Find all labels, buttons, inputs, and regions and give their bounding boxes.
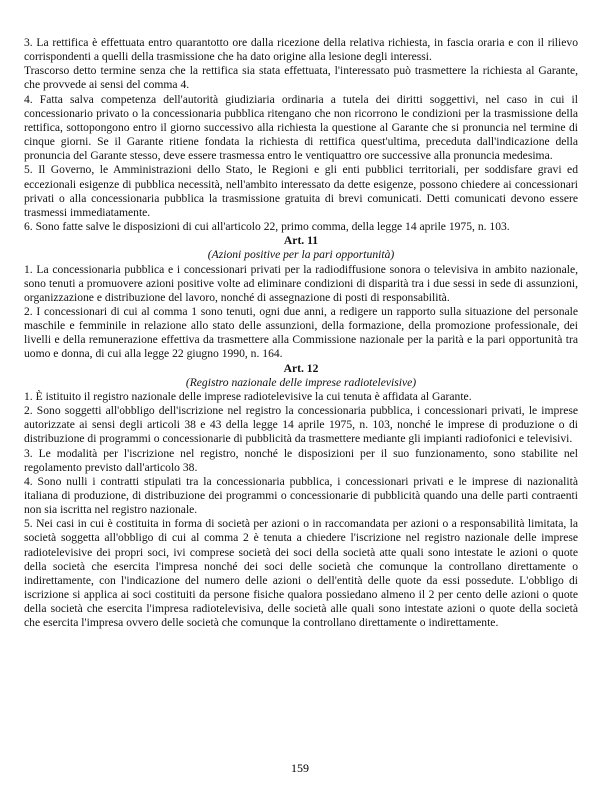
article-10-continuation <box>24 36 578 234</box>
article-subtitle: (Azioni positive per la pari opportunità) <box>207 248 395 262</box>
paragraph: Trascorso detto termine senza che la rettifica sia stata effettuata, l'interessato può trasmettere la richiesta al Garante, che provvede ai sensi del comma 4. <box>24 64 578 92</box>
paragraph: 6. Sono fatte salve le disposizioni di cui all'articolo 22, primo comma, della legge 14 aprile 1975, n. 103. <box>24 220 510 234</box>
article-title: Art. 11 <box>283 234 319 248</box>
paragraph: 3. Le modalità per l'iscrizione nel registro, nonché le disposizioni per il suo funzionamento, sono stabilite nel regolamento previsto dall'articolo 38. <box>24 446 578 474</box>
paragraph: 1. La concessionaria pubblica e i concessionari privati per la radiodiffusione sonora o televisiva in ambito nazionale, sono tenuti a promuovere azioni positive volte ad eliminare condizioni di disparità tra i due sessi in sede di assunzioni, organizzazione e distribuzione del lavoro, nonché di assegnazione di posti di responsabilità. <box>24 262 578 304</box>
paragraph: 1. È istituito il registro nazionale delle imprese radiotelevisive la cui tenuta è affidata al Garante. <box>24 389 472 403</box>
article-subtitle: (Registro nazionale delle imprese radiotelevisive) <box>185 375 417 389</box>
paragraph: 3. La rettifica è effettuata entro quarantotto ore dalla ricezione della relativa richiesta, in fascia oraria e con il rilievo corrispondenti a quelli della trasmissione che ha dato origine alla lesione degli interessi. <box>24 36 578 64</box>
article-11 <box>24 234 578 361</box>
article-title: Art. 12 <box>283 361 319 375</box>
paragraph: 5. Il Governo, le Amministrazioni dello Stato, le Regioni e gli enti pubblici territoriali, per soddisfare gravi ed eccezionali esigenze di pubblica necessità, nell'ambito interessato da dette esigenze, possono chiedere ai concessionari privati o alla concessionaria pubblica la trasmissione gratuita di brevi comunicati. Detti comunicati devono essere trasmessi immediatamente. <box>24 163 578 219</box>
page-number: 159 <box>291 761 309 775</box>
paragraph: 2. Sono soggetti all'obbligo dell'iscrizione nel registro la concessionaria pubblica, i concessionari privati, le imprese autorizzate ai sensi degli articoli 38 e 43 della legge 14 aprile 1975, n. 103, nonché le imprese di produzione o di distribuzione di programmi o concessionarie di pubblicità da trasmettere mediante gli impianti radiofonici e televisivi. <box>24 404 578 446</box>
paragraph: 4. Sono nulli i contratti stipulati tra la concessionaria pubblica, i concessionari privati e le imprese di nazionalità italiana di produzione, di distribuzione dei programmi o concessionarie di pubblicità quando una delle parti contraenti non sia iscritta nel registro nazionale. <box>24 474 578 517</box>
article-12 <box>24 362 578 631</box>
paragraph: 5. Nei casi in cui è costituita in forma di società per azioni o in raccomandata per azioni o a responsabilità limitata, la società soggetta all'obbligo di cui al comma 2 è tenuta a chiedere l'iscrizione nel registro nazionale delle imprese radiotelevisive dei propri soci, ivi comprese società dei soci della società atte quali sono intestate le azioni o quote della società che esercita l'impresa nonché dei soci delle società che comunque la controllano direttamente o indirettamente, con l'indicazione del numero delle azioni o dell'entità delle quote da essi possedute. L'obbligo di iscrizione si applica ai soci costituiti da persone fisiche qualora possiedano almeno il 2 per cento delle azioni o quote della società che esercita l'impresa radiotelevisiva, delle società alle quali sono intestate azioni o quote della società che esercita l'impresa ovvero delle società che comunque la controllano direttamente o indirettamente. <box>24 517 578 630</box>
paragraph: 2. I concessionari di cui al comma 1 sono tenuti, ogni due anni, a redigere un rapporto sulla situazione del personale maschile e femminile in relazione allo stato delle assunzioni, della formazione, della promozione professionale, dei livelli e della remunerazione effettiva da trasmettere alla Commissione nazionale per la parità e la pari opportunità tra uomo e donna, di cui alla legge 22 giugno 1990, n. 164. <box>24 304 578 361</box>
paragraph: 4. Fatta salva competenza dell'autorità giudiziaria ordinaria a tutela dei diritti soggettivi, nel caso in cui il concessionario privato o la concessionaria pubblica ritengano che non ricorrono le condizioni per la trasmissione della rettifica, sottopongono entro il giorno successivo alla richiesta la questione al Garante che si pronuncia nel termine di cinque giorni. Se il Garante ritiene fondata la richiesta di rettifica quest'ultima, preceduta dall'indicazione della pronuncia del Garante stesso, deve essere trasmessa entro le ventiquattro ore successive alla pronuncia medesima. <box>24 92 578 163</box>
